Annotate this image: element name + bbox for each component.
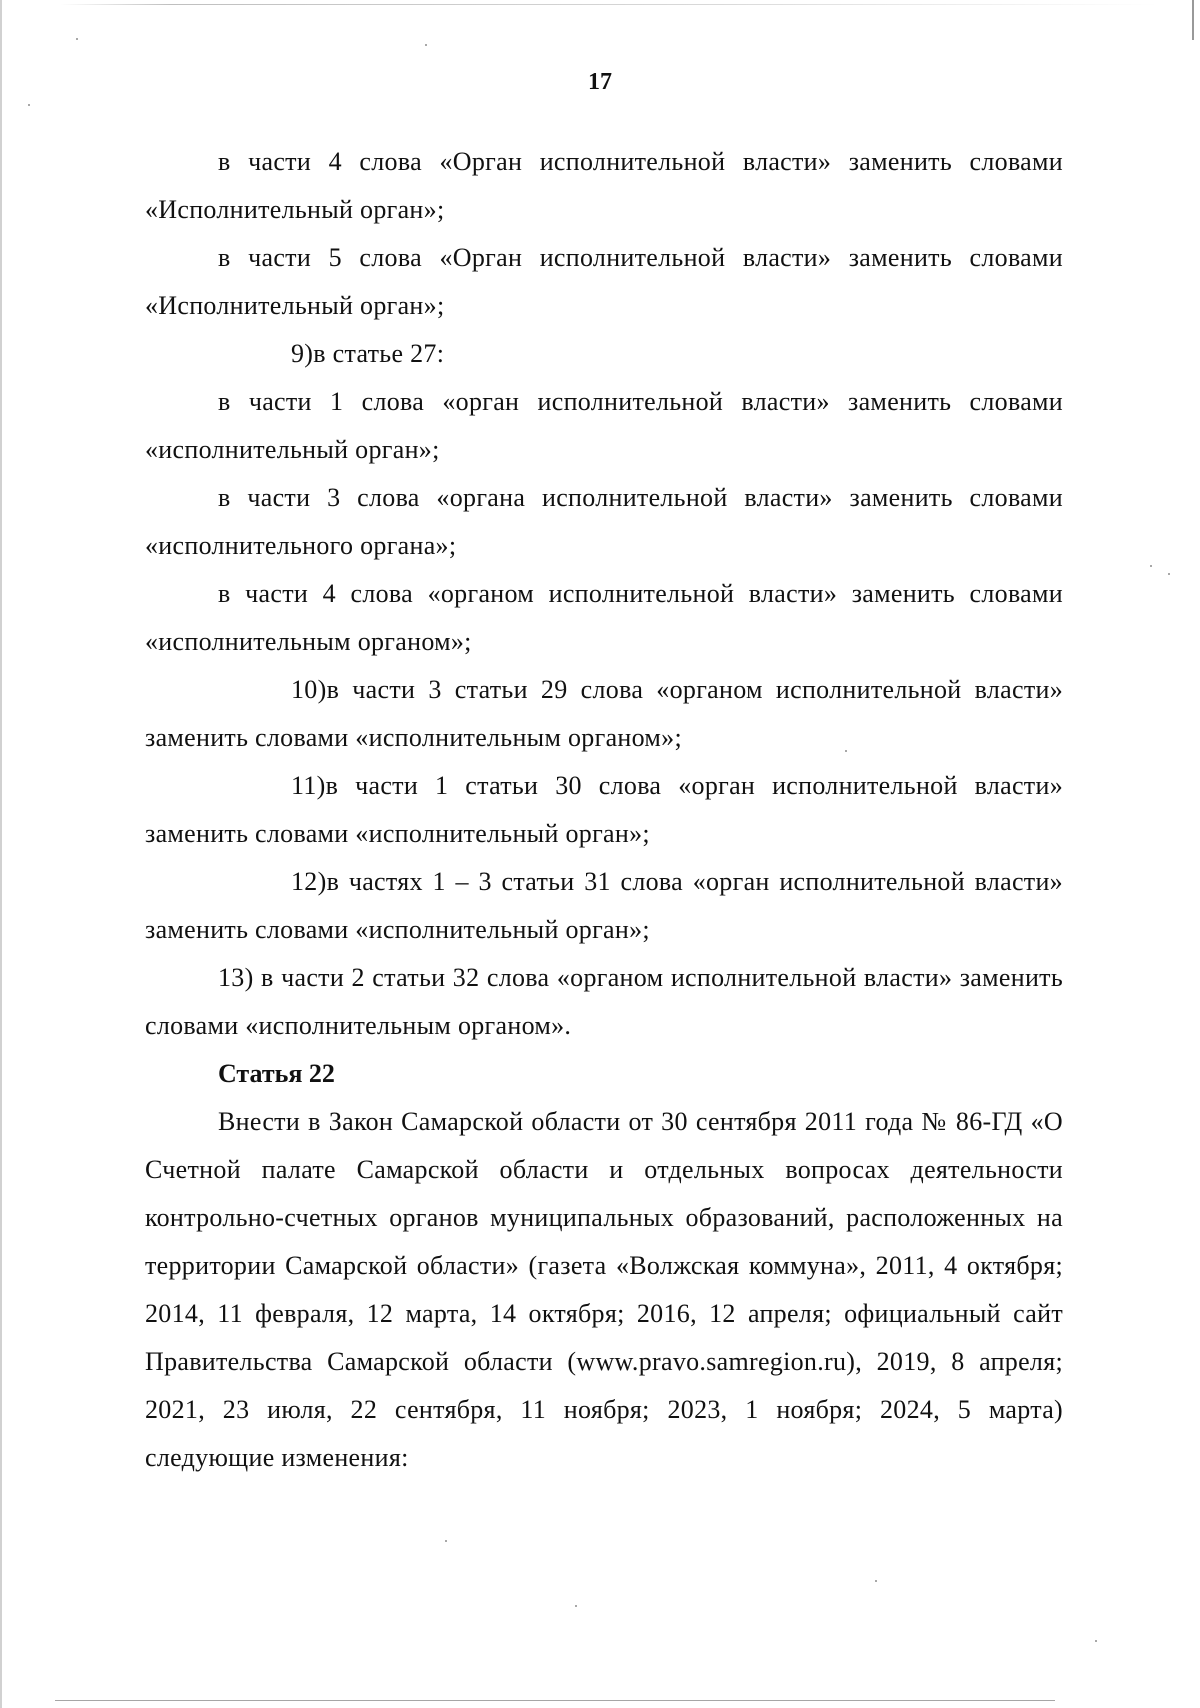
article-heading: Статья 22 (218, 1059, 335, 1088)
page-number: 17 (588, 69, 612, 95)
item-number: 12) (291, 867, 327, 896)
paragraph: в части 4 слова «Орган исполнительной власти» заменить словами «Исполнительный орган»; (145, 147, 1063, 224)
item-text: в части 1 статьи 30 слова «орган исполнительной власти» заменить словами «исполнительный орган»; (145, 771, 1063, 848)
paragraph: в части 4 слова «органом исполнительной власти» заменить словами «исполнительным органом»; (145, 579, 1063, 656)
list-item (145, 762, 1063, 858)
item-text: в частях 1 – 3 статьи 31 слова «орган исполнительной власти» заменить словами «исполнительный орган»; (145, 867, 1063, 944)
list-item (145, 858, 1063, 954)
scan-line-bottom (55, 1700, 1055, 1701)
scan-speck (445, 1540, 447, 1542)
paragraph: в части 5 слова «Орган исполнительной власти» заменить словами «Исполнительный орган»; (145, 243, 1063, 320)
item-number: 10) (291, 675, 327, 704)
document-body (145, 138, 1063, 1482)
scan-speck (425, 44, 427, 46)
item-text: в статье 27: (313, 339, 445, 368)
item-number: 11) (291, 771, 326, 800)
paragraph: в части 1 слова «орган исполнительной власти» заменить словами «исполнительный орган»; (145, 387, 1063, 464)
scan-speck (1095, 1640, 1097, 1642)
item-text: в части 3 статьи 29 слова «органом исполнительной власти» заменить словами «исполнительным органом»; (145, 675, 1063, 752)
paragraph: 13) в части 2 статьи 32 слова «органом исполнительной власти» заменить словами «исполнительным органом». (145, 963, 1063, 1040)
paragraph: в части 3 слова «органа исполнительной власти» заменить словами «исполнительного органа»; (145, 483, 1063, 560)
scan-edge-right (1192, 0, 1194, 40)
scan-speck (875, 1580, 877, 1582)
scan-speck (1150, 565, 1152, 567)
paragraph: Внести в Закон Самарской области от 30 сентября 2011 года № 86-ГД «О Счетной палате Самарской области и отдельных вопросах деятельности контрольно-счетных органов муниципальных образований, расположенных на территории Самарской области» (газета «Волжская коммуна», 2011, 4 октября; 2014, 11 февраля, 12 марта, 14 октября; 2016, 12 апреля; официальный сайт Правительства Самарской области (www.pravo.samregion.ru), 2019, 8 апреля; 2021, 23 июля, 22 сентября, 11 ноября; 2023, 1 ноября; 2024, 5 марта) следующие изменения: (145, 1107, 1063, 1472)
scan-speck (76, 38, 78, 40)
scan-speck (1168, 573, 1170, 575)
item-number: 9) (291, 339, 314, 368)
scan-edge-left (0, 0, 2, 1708)
list-item (145, 666, 1063, 762)
list-item (145, 330, 1063, 378)
scan-line-top (60, 4, 1160, 5)
scan-speck (28, 104, 30, 106)
scan-speck (575, 1605, 577, 1607)
